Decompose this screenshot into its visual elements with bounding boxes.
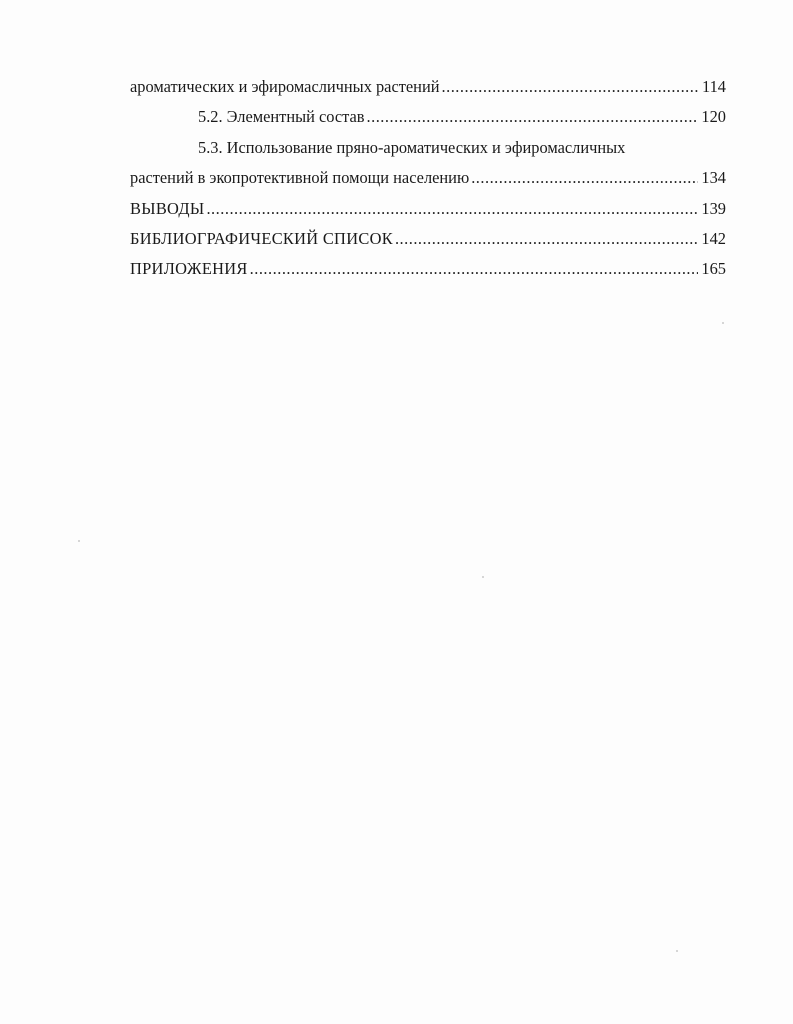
toc-entry-text: растений в экопротективной помощи населению [130,168,470,188]
toc-entry-text: ПРИЛОЖЕНИЯ [130,259,248,279]
toc-entry-text: ароматических и эфиромасличных растений [130,77,440,96]
toc-entry [130,102,726,132]
toc-entry [130,133,726,163]
toc-page-number: 142 [701,228,726,248]
toc-entry [130,163,726,193]
dot-leader [442,72,699,102]
dot-leader [250,254,698,284]
toc-entry [130,224,726,254]
toc-entry-text: 5.3. Использование пряно-ароматических и эфиромасличных [198,137,626,157]
scan-speck [482,576,484,578]
toc-entry [130,72,726,102]
toc-page-number: 120 [701,107,726,127]
scan-speck [676,950,678,952]
toc-page-number: 139 [701,198,726,218]
scan-speck [78,540,80,542]
toc-entry-text: БИБЛИОГРАФИЧЕСКИЙ СПИСОК [130,228,393,248]
toc-entry [130,254,726,284]
dot-leader [471,163,698,193]
dot-leader [395,224,698,254]
toc-page-number: 165 [701,259,726,279]
table-of-contents [130,72,726,285]
toc-page-number: 114 [702,77,726,96]
dot-leader [367,102,698,132]
scan-speck [722,322,724,324]
toc-entry [130,194,726,224]
toc-entry-text: 5.2. Элементный состав [198,107,365,127]
dot-leader [206,194,698,224]
toc-entry-text: ВЫВОДЫ [130,198,205,218]
toc-page-number: 134 [701,168,726,188]
